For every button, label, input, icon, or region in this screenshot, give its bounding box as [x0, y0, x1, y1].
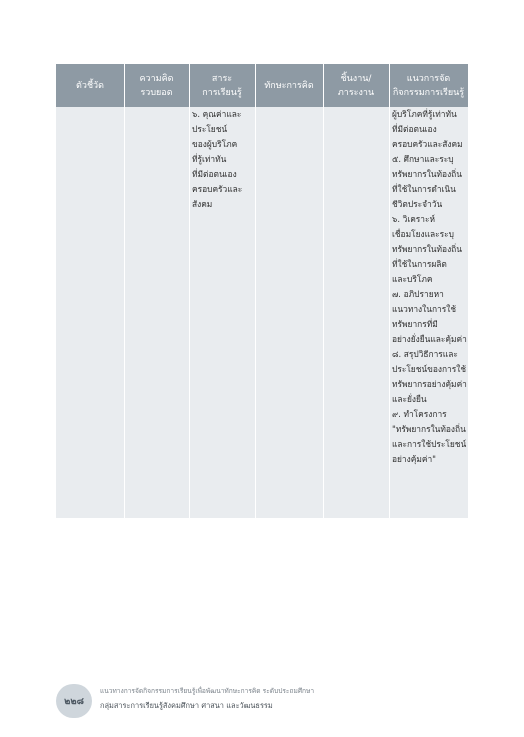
lesson-table: [56, 64, 468, 518]
column-divider: [323, 64, 324, 518]
column-divider: [255, 64, 256, 518]
header-content: [189, 64, 255, 107]
header-key-concept-line2: รวบยอด: [140, 87, 173, 98]
footer-subject-group: กลุ่มสาระการเรียนรู้สังคมศึกษา ศาสนา และวัฒนธรรม: [100, 701, 273, 710]
header-activity-line2: กิจกรรมการเรียนรู้: [392, 87, 465, 98]
content-cell: ๖. คุณค่าและ ประโยชน์ ของผู้บริโภค ที่รู้เท่าทัน ที่มีต่อตนเอง ครอบครัวและ สังคม: [192, 109, 243, 209]
header-thinking-skill-label: ทักษะการคิด: [264, 80, 314, 91]
header-content-line1: สาระ: [211, 73, 233, 84]
header-task: [323, 64, 389, 107]
column-divider: [189, 64, 190, 518]
page-number-badge: ๒๒๘: [56, 684, 92, 718]
header-indicator: [56, 64, 124, 107]
column-divider: [124, 64, 125, 518]
header-indicator-label: ตัวชี้วัด: [76, 80, 104, 91]
column-divider: [389, 64, 390, 518]
header-thinking-skill: [255, 64, 323, 107]
activity-cell: ผู้บริโภคที่รู้เท่าทัน ที่มีต่อตนเอง ครอบครัวและสังคม ๕. ศึกษาและระบุ ทรัพยากรในท้องถิ่น ที่ใช้ในการดำเนิน ชีวิตประจำวัน ๖. วิเคราะห์ เชื่อมโยงและระบุ ทรัพยากรในท้องถิ่น ที่ใช้ในการผลิต และบริโภค ๗. อภิปรายหา แนวทางในการใช้ ทรัพยากรที่มี อย่างยั่งยืนและคุ้มค่า ๘. สรุปวิธีการและ ประโยชน์ของการใช้ ทรัพยากรอย่างคุ้มค่า และยั่งยืน ๙. ทำโครงการ "ทรัพยากรในท้องถิ่น และการใช้ประโยชน์ อย่างคุ้มค่า": [392, 109, 467, 464]
page-footer: [56, 684, 356, 718]
header-task-line2: ภาระงาน: [337, 87, 375, 98]
header-task-line1: ชิ้นงาน/: [340, 73, 372, 84]
header-content-line2: การเรียนรู้: [202, 87, 242, 98]
header-key-concept: [124, 64, 189, 107]
header-activity-line1: แนวการจัด: [406, 73, 451, 84]
footer-book-title: แนวทางการจัดกิจกรรมการเรียนรู้เพื่อพัฒนาทักษะการคิด ระดับประถมศึกษา: [100, 687, 315, 695]
header-activity: [389, 64, 468, 107]
header-key-concept-line1: ความคิด: [139, 73, 174, 84]
